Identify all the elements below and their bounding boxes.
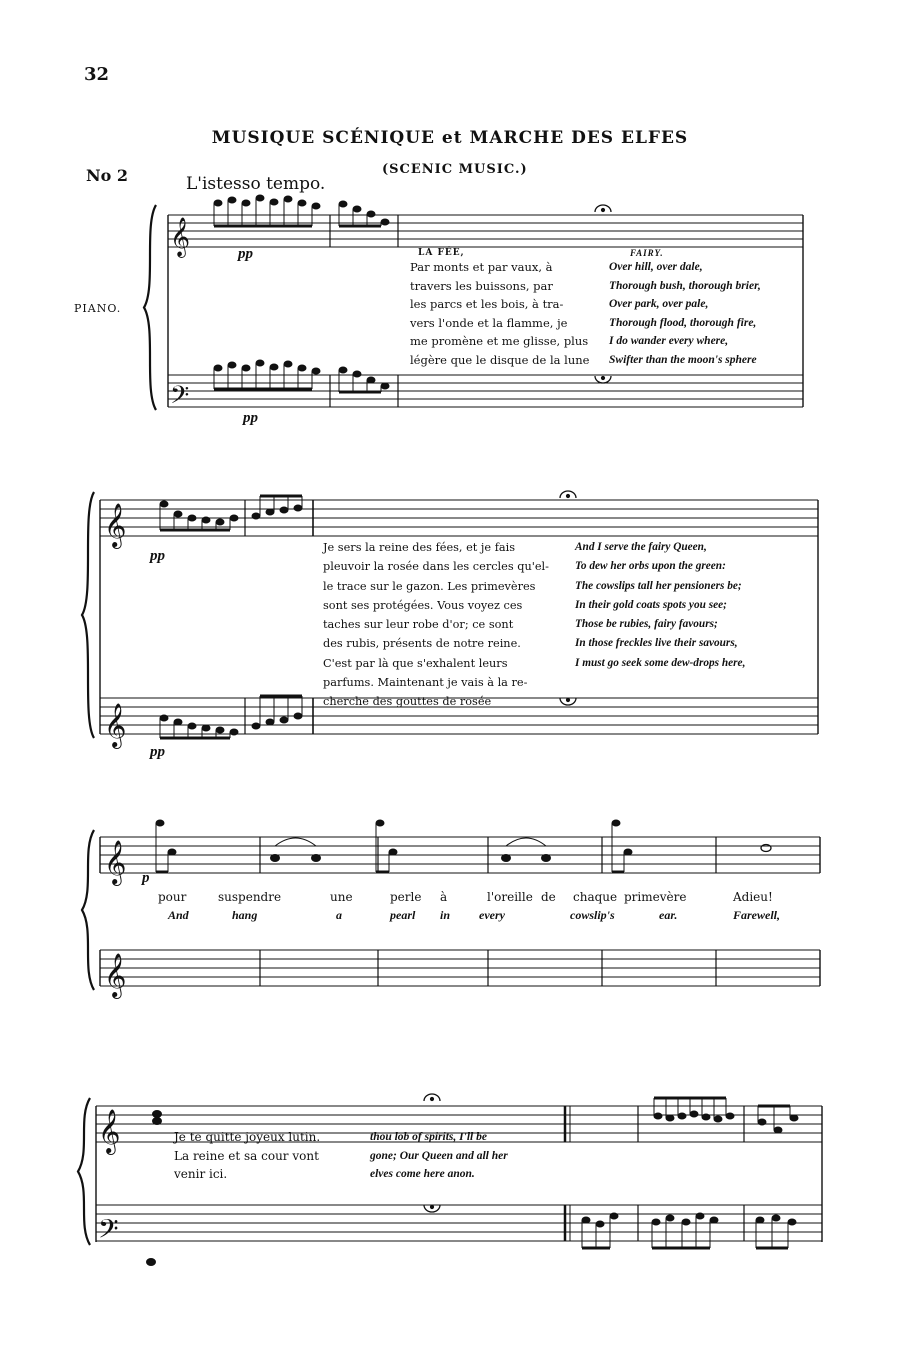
lyric-word-fr: chaque [573, 890, 618, 904]
note [381, 383, 389, 389]
note [280, 507, 288, 513]
note [294, 713, 302, 719]
note [228, 362, 236, 368]
note [339, 367, 347, 373]
note [312, 368, 320, 374]
treble-clef: 𝄞 [104, 953, 127, 997]
treble-clef: 𝄞 [104, 503, 127, 547]
dynamic-pp-2: pp [243, 410, 258, 426]
slur [506, 838, 546, 846]
note [666, 1115, 674, 1121]
note [153, 1111, 162, 1118]
note [174, 511, 182, 517]
fermata-dot [430, 1097, 433, 1100]
note [726, 1113, 734, 1119]
note [156, 820, 164, 826]
lyrics-en-4: thou lob of spirits, I'll be gone; Our Queen and all her elves come here anon. [370, 1131, 508, 1180]
lyric-word-en: in [440, 908, 451, 922]
bass-clef: 𝄢 [98, 1213, 119, 1251]
fermata-dot [566, 698, 569, 701]
note [270, 364, 278, 370]
note [772, 1215, 780, 1221]
note [284, 361, 292, 367]
dynamic-pp-3: pp [150, 548, 165, 564]
note [339, 201, 347, 207]
note [353, 206, 361, 212]
note [214, 365, 222, 371]
lyrics-fr-2: Je sers la reine des fées, et je fais pleuvoir la rosée dans les cercles qu'el- le trace sur le gazon. Les primevères sont ses protégées. Vous voyez ces taches sur leur robe d'or; ce sont des rubis, présents de notre reine. C'est par là que s'exhalent leurs parfums. Maintenant je vais à la re- cherche des gouttes de rosée [323, 541, 549, 709]
note [188, 723, 196, 729]
note [228, 197, 236, 203]
note [256, 360, 264, 366]
note [312, 203, 320, 209]
lyric-word-fr: primevère [624, 890, 687, 904]
lyric-word-en: Farewell, [733, 908, 780, 922]
note [696, 1213, 704, 1219]
note [652, 1219, 660, 1225]
subtitle: (SCENIC MUSIC.) [382, 162, 528, 177]
lyric-word-fr: de [541, 890, 556, 904]
lyric-word-fr: suspendre [218, 890, 282, 904]
note [216, 519, 224, 525]
note [367, 377, 375, 383]
note [174, 719, 182, 725]
note [353, 371, 361, 377]
note [153, 1118, 162, 1125]
note [252, 513, 260, 519]
dynamic-p: p [142, 870, 150, 886]
note [682, 1219, 690, 1225]
note [758, 1119, 766, 1125]
note [678, 1113, 686, 1119]
note [381, 219, 389, 225]
brace [78, 1098, 90, 1245]
note [202, 725, 210, 731]
note [654, 1113, 662, 1119]
note [266, 509, 274, 515]
fermata-dot [601, 376, 604, 379]
note [284, 196, 292, 202]
instrument-label: PIANO. [74, 302, 122, 315]
bass-clef: 𝄢 [170, 381, 190, 416]
fairy-header-en: FAIRY. [630, 248, 664, 258]
page-title: MUSIQUE SCÉNIQUE et MARCHE DES ELFES [211, 128, 689, 148]
treble-clef: 𝄞 [104, 840, 127, 884]
treble-clef: 𝄞 [98, 1109, 121, 1153]
lyric-word-en: cowslip's [570, 908, 615, 922]
note [612, 820, 620, 826]
lyric-word-fr: l'oreille [487, 890, 533, 904]
note [214, 200, 222, 206]
treble-clef: 𝄞 [104, 703, 127, 747]
fairy-header-fr: LA FÉE, [418, 248, 465, 258]
note [266, 719, 274, 725]
brace [82, 492, 94, 738]
note [252, 723, 260, 729]
lyric-word-en: hang [232, 908, 258, 922]
lyric-word-en: every [479, 908, 505, 922]
note [216, 727, 224, 733]
lyrics-en-2: And I serve the fairy Queen, To dew her orbs upon the green: The cowslips tall her pensioners be; In their gold coats spots you see; Those be rubies, fairy favours; In those freckles live their savours, I must go seek some dew-drops here, [575, 541, 746, 669]
note [202, 517, 210, 523]
lyric-word-en: And [168, 908, 189, 922]
note [389, 849, 397, 855]
tempo-marking: L'istesso tempo. [186, 174, 326, 194]
lyrics-fr-4: Je te quitte joyeux lutin. La reine et sa cour vont venir ici. [174, 1130, 321, 1181]
note [242, 200, 250, 206]
note [294, 505, 302, 511]
treble-clef: 𝄞 [170, 217, 191, 257]
note [168, 849, 176, 855]
fermata-dot [601, 208, 604, 211]
note [271, 855, 280, 862]
note [160, 501, 168, 507]
page-number: 32 [84, 64, 110, 85]
note [582, 1217, 590, 1223]
slur [275, 838, 316, 846]
note [542, 855, 551, 862]
note [774, 1127, 782, 1133]
note [147, 1259, 156, 1266]
note [624, 849, 632, 855]
note [280, 717, 288, 723]
note [790, 1115, 798, 1121]
note [610, 1213, 618, 1219]
lyric-word-fr: à [440, 890, 448, 904]
lyric-word-en: a [336, 908, 342, 922]
note [714, 1116, 722, 1122]
fermata-dot [430, 1205, 433, 1208]
note [160, 715, 168, 721]
dynamic-pp-1: pp [238, 246, 253, 262]
lyrics-fr-1: Par monts et par vaux, à travers les buissons, par les parcs et les bois, à tra- vers l'onde et la flamme, je me promène et me glisse, plus légère que le disque de la lune [410, 260, 590, 367]
lyric-word-en: pearl [390, 908, 416, 922]
note [298, 200, 306, 206]
note [376, 820, 384, 826]
piece-number: No 2 [86, 166, 128, 185]
lyric-word-fr: pour [158, 890, 187, 904]
note [596, 1221, 604, 1227]
note [242, 365, 250, 371]
note [666, 1215, 674, 1221]
brace [144, 205, 156, 410]
note [256, 195, 264, 201]
fermata-dot [566, 494, 569, 497]
note [188, 515, 196, 521]
note [702, 1114, 710, 1120]
note [502, 855, 511, 862]
note [230, 729, 238, 735]
note [230, 515, 238, 521]
note [690, 1111, 698, 1117]
dynamic-pp-4: pp [150, 744, 165, 760]
lyric-word-fr: Adieu! [733, 890, 773, 904]
note [298, 365, 306, 371]
note [270, 199, 278, 205]
note [312, 855, 321, 862]
note [756, 1217, 764, 1223]
note [367, 211, 375, 217]
note [710, 1217, 718, 1223]
lyric-word-fr: une [330, 890, 353, 904]
lyrics-en-1: Over hill, over dale, Thorough bush, thorough brier, Over park, over pale, Thorough flood, thorough fire, I do wander every where, Swifter than the moon's sphere [609, 261, 761, 366]
note [788, 1219, 796, 1225]
brace [82, 830, 94, 990]
lyric-word-fr: perle [390, 890, 422, 904]
lyric-word-en: ear. [659, 908, 678, 922]
